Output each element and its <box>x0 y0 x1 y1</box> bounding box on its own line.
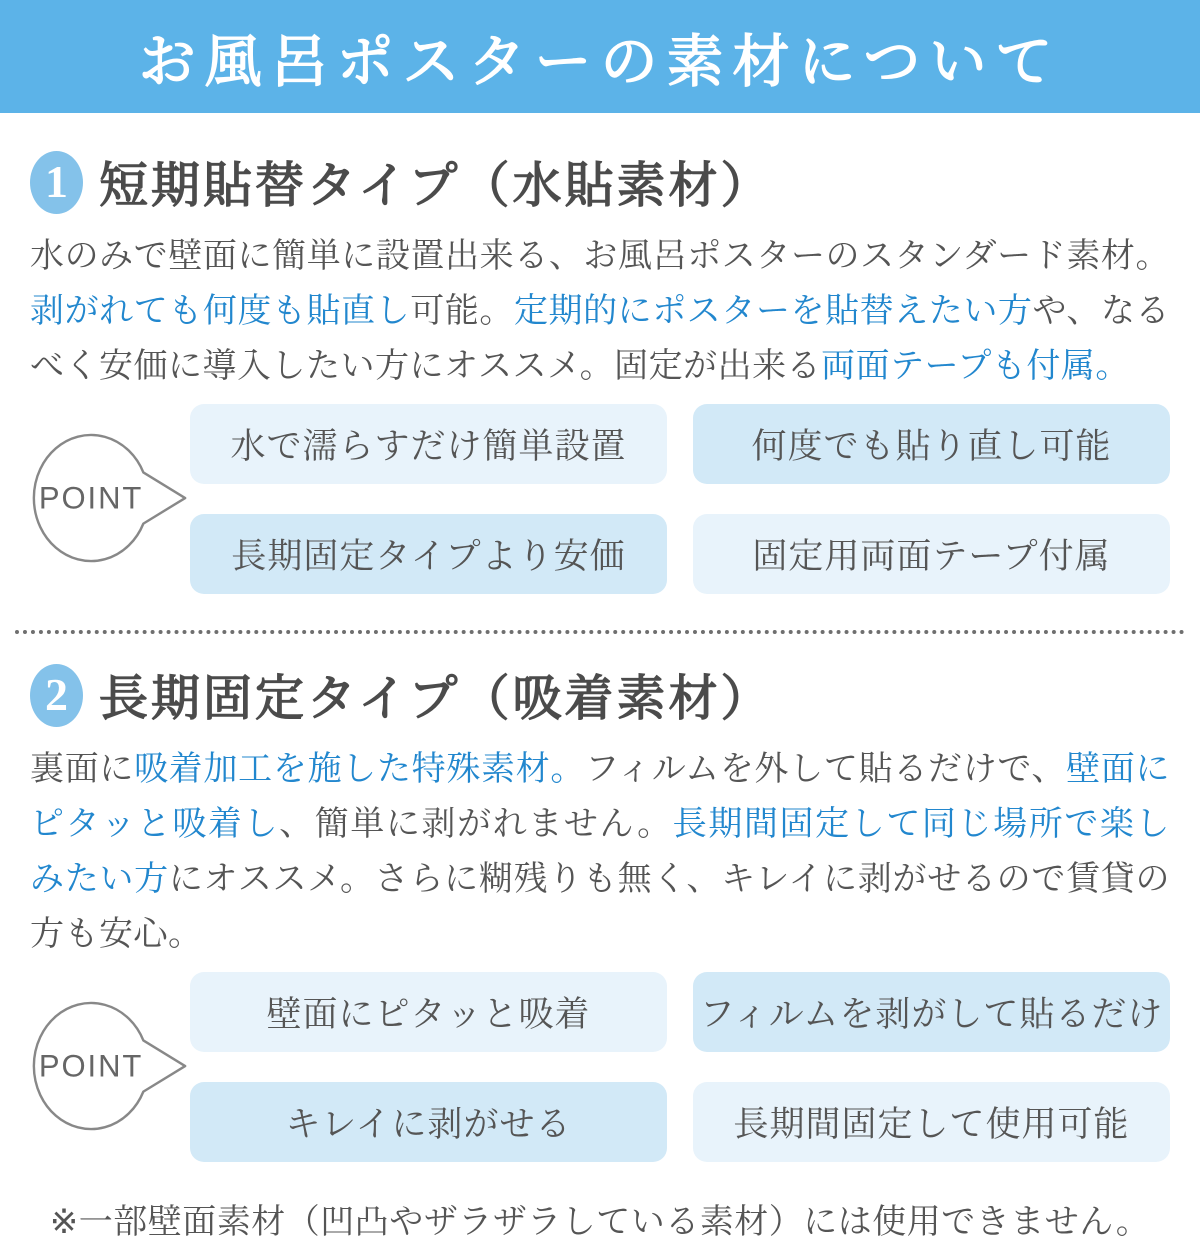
text-segment: 可能。 <box>410 292 514 330</box>
text-segment-accent: 両面テープも付属。 <box>821 347 1130 385</box>
content-area <box>0 147 1200 1243</box>
footnote: ※一部壁面素材（凹凸やザラザラしている素材）には使用できません。 <box>49 1203 1151 1241</box>
page-title: お風呂ポスターの素材について <box>138 30 1062 94</box>
point-box <box>190 514 667 594</box>
text-segment: や、なるべく安価に導入したい方にオススメ。固定が出来る <box>30 292 1171 385</box>
point-box-label: 何度でも貼り直し可能 <box>751 427 1112 466</box>
title-banner <box>0 0 1200 113</box>
point-box-label: フィルムを剥がして貼るだけ <box>699 995 1164 1034</box>
point-box-label: 壁面にピタッと吸着 <box>266 995 591 1034</box>
number-2-text: 2 <box>45 669 68 720</box>
section-2-point-row <box>30 972 1170 1162</box>
point-box-label: 長期固定タイプより安価 <box>231 537 626 576</box>
number-1-text: 1 <box>45 156 68 207</box>
point-box <box>693 404 1170 484</box>
section-2-description <box>30 742 1170 962</box>
section-1-description <box>30 229 1170 394</box>
point-box-label: 固定用両面テープ付属 <box>752 537 1111 576</box>
text-segment: 、簡単に剥がれません。 <box>279 805 673 843</box>
text-segment: 水のみで壁面に簡単に設置出来る、お風呂ポスターのスタンダード素材。 <box>30 237 1170 275</box>
text-segment-accent: 定期的にポスターを貼替えたい方 <box>513 292 1033 330</box>
text-segment: にオススメ。さらに糊残りも無く、キレイに剥がせるので賃貸の方も安心。 <box>30 860 1170 953</box>
point-speech-bubble <box>30 429 190 569</box>
number-2-badge <box>30 664 83 727</box>
number-1-badge <box>30 151 83 214</box>
section-1-point-boxes <box>190 404 1170 594</box>
point-speech-bubble <box>30 997 190 1137</box>
section-long-term-type <box>30 660 1170 1162</box>
point-box <box>190 404 667 484</box>
section-1-heading-row <box>30 147 1170 217</box>
point-box-label: 長期間固定して使用可能 <box>733 1105 1130 1144</box>
point-box <box>190 972 667 1052</box>
text-segment-accent: 剥がれても何度も貼直し <box>30 292 411 330</box>
speech-bubble-icon <box>30 997 190 1137</box>
section-1-title: 短期貼替タイプ（水貼素材） <box>99 158 773 213</box>
text-segment-accent: 壁面にピタッと吸着し <box>30 750 1171 843</box>
section-2-point-boxes <box>190 972 1170 1162</box>
point-box-label: キレイに剥がせる <box>285 1105 572 1144</box>
point-box-label: 水で濡らすだけ簡単設置 <box>230 427 627 466</box>
speech-bubble-icon <box>30 429 190 569</box>
text-segment-accent: 長期間固定して同じ場所で楽しみたい方 <box>30 805 1171 898</box>
point-box <box>693 514 1170 594</box>
text-segment: 裏面に <box>30 750 135 788</box>
text-segment-accent: 吸着加工を施した特殊素材。 <box>134 750 586 788</box>
point-label: POINT <box>38 1048 144 1084</box>
section-1-point-row <box>30 404 1170 594</box>
dotted-divider <box>15 630 1185 634</box>
point-label: POINT <box>38 480 144 516</box>
point-box <box>693 972 1170 1052</box>
text-segment: フィルムを外して貼るだけで、 <box>585 750 1067 788</box>
point-box <box>693 1082 1170 1162</box>
point-box <box>190 1082 667 1162</box>
section-2-title: 長期固定タイプ（吸着素材） <box>99 671 773 726</box>
section-2-heading-row <box>30 660 1170 730</box>
section-short-term-type <box>30 147 1170 594</box>
